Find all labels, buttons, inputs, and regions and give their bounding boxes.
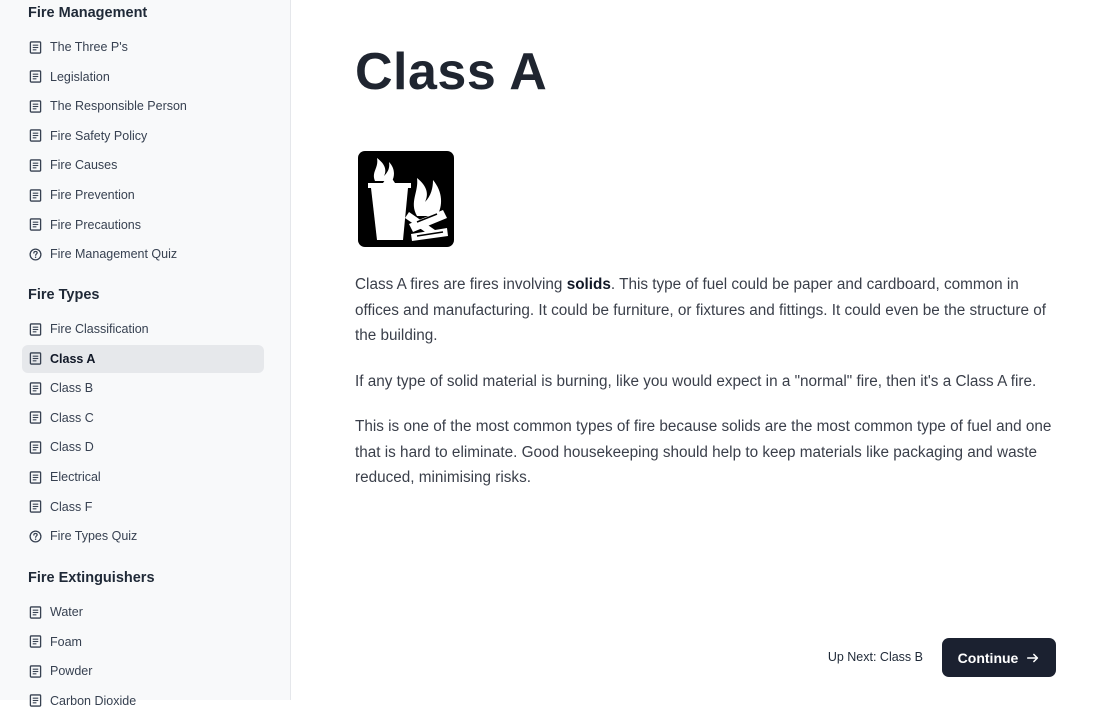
- sidebar-item-label: Fire Precautions: [50, 217, 142, 232]
- sidebar-item-class-a[interactable]: [22, 345, 264, 373]
- sidebar-item-label: Fire Classification: [50, 322, 149, 336]
- sidebar-item-the-three-p-s[interactable]: [22, 33, 264, 61]
- sidebar-item-label: Fire Causes: [50, 158, 118, 173]
- document-icon: [29, 218, 42, 231]
- section-title: Fire Extinguishers: [28, 570, 155, 586]
- section-title: Fire Management: [28, 5, 148, 21]
- sidebar-item-label: Fire Types Quiz: [50, 529, 138, 544]
- sidebar-item-fire-causes[interactable]: [22, 151, 264, 179]
- sidebar-item-label: Fire Prevention: [50, 188, 135, 202]
- document-icon: [29, 41, 42, 54]
- bold-solids: solids: [566, 276, 611, 293]
- sidebar-item-carbon-dioxide[interactable]: [22, 687, 264, 715]
- sidebar-item-electrical[interactable]: [22, 463, 264, 491]
- sidebar-item-fire-types-quiz[interactable]: [22, 522, 264, 550]
- sidebar-item-fire-safety-policy[interactable]: [22, 122, 264, 150]
- paragraph-1: Class A fires are fires involving solids. This type of fuel could be paper and cardboard, common in offices and manufacturing. It could be furniture, or fixtures and fittings. It could even be the structure of the building.: [355, 276, 1047, 344]
- sidebar-item-label: Class C: [50, 410, 94, 425]
- document-icon: [29, 606, 42, 619]
- sidebar-item-fire-management-quiz[interactable]: [22, 240, 264, 268]
- main-content: [292, 0, 1120, 700]
- sidebar-item-the-responsible-person[interactable]: [22, 92, 264, 120]
- document-icon: [29, 441, 42, 454]
- document-icon: [29, 70, 42, 83]
- sidebar-item-fire-classification[interactable]: [22, 315, 264, 343]
- sidebar-item-class-c[interactable]: [22, 404, 264, 432]
- content-body: [355, 272, 1055, 511]
- document-icon: [29, 129, 42, 142]
- document-icon: [29, 352, 42, 365]
- document-icon: [29, 665, 42, 678]
- sidebar-item-label: Legislation: [50, 69, 110, 84]
- document-icon: [29, 411, 42, 424]
- question-circle-icon: [29, 530, 42, 543]
- document-icon: [29, 500, 42, 513]
- sidebar-item-label: Foam: [50, 634, 82, 649]
- sidebar-item-water[interactable]: [22, 598, 264, 626]
- continue-button[interactable]: [942, 638, 1056, 677]
- document-icon: [29, 471, 42, 484]
- section-title: Fire Types: [28, 287, 100, 303]
- question-circle-icon: [29, 248, 42, 261]
- sidebar-item-label: Electrical: [50, 470, 101, 484]
- paragraph-3: This is one of the most common types of fire because solids are the most common type of fuel and one that is hard to eliminate. Good housekeeping should help to keep materials like packaging and waste reduced, minimising risks.: [355, 418, 1052, 486]
- sidebar-item-label: Fire Management Quiz: [50, 247, 178, 262]
- sidebar-item-foam[interactable]: [22, 628, 264, 656]
- sidebar-item-class-b[interactable]: [22, 374, 264, 402]
- document-icon: [29, 189, 42, 202]
- sidebar-item-class-d[interactable]: [22, 433, 264, 461]
- sidebar-item-label: Class A: [50, 351, 96, 366]
- sidebar-item-label: Class B: [50, 381, 94, 396]
- sidebar-item-label: The Three P's: [50, 40, 128, 54]
- paragraph-2: If any type of solid material is burning, like you would expect in a "normal" fire, then it's a Class A fire.: [355, 372, 1037, 390]
- sidebar-item-label: Fire Safety Policy: [50, 128, 148, 143]
- sidebar-item-powder[interactable]: [22, 657, 264, 685]
- sidebar-item-label: Carbon Dioxide: [50, 693, 137, 708]
- page-title: Class A: [355, 43, 548, 101]
- class-a-fire-icon: [357, 150, 455, 248]
- arrow-right-icon: [1026, 651, 1040, 665]
- up-next-label: Up Next: Class B: [827, 650, 923, 664]
- sidebar-item-label: The Responsible Person: [50, 99, 187, 114]
- document-icon: [29, 382, 42, 395]
- sidebar-item-label: Water: [50, 605, 83, 619]
- sidebar-item-fire-precautions[interactable]: [22, 211, 264, 239]
- sidebar-item-fire-prevention[interactable]: [22, 181, 264, 209]
- document-icon: [29, 694, 42, 707]
- continue-label: Continue: [957, 649, 1019, 666]
- sidebar-item-legislation[interactable]: [22, 63, 264, 91]
- sidebar-item-label: Powder: [50, 664, 93, 679]
- sidebar-item-label: Class F: [50, 499, 93, 514]
- document-icon: [29, 323, 42, 336]
- document-icon: [29, 159, 42, 172]
- sidebar-item-class-f[interactable]: [22, 493, 264, 521]
- sidebar-item-label: Class D: [50, 440, 94, 455]
- document-icon: [29, 635, 42, 648]
- sidebar: [0, 0, 291, 708]
- document-icon: [29, 100, 42, 113]
